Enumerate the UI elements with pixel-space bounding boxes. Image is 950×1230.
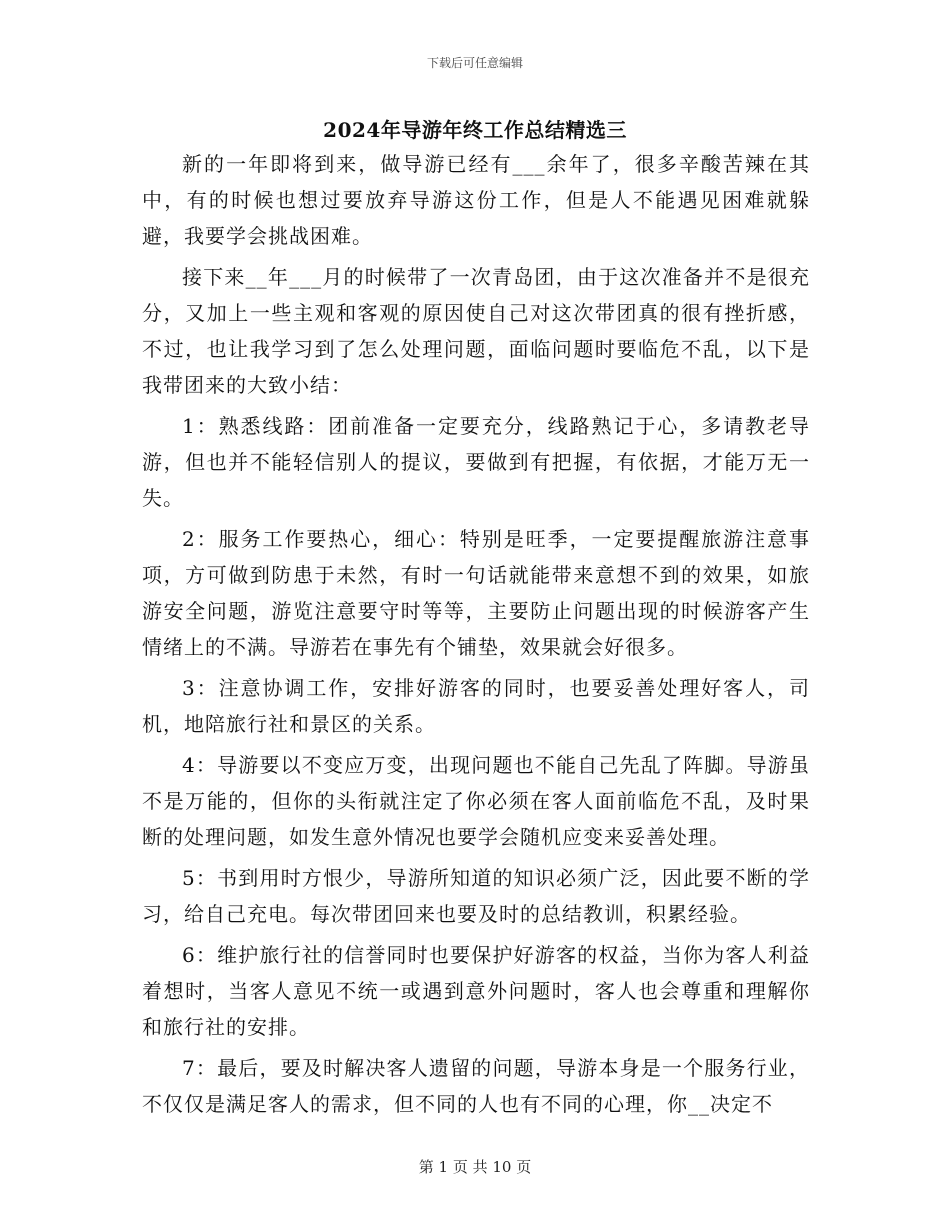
paragraph-point-2: 2：服务工作要热心，细心：特别是旺季，一定要提醒旅游注意事项，方可做到防患于未然，有时一句话就能带来意想不到的效果，如旅游安全问题，游览注意要守时等等，主要防止问题出现的时候游客产生情绪上的不满。导游若在事先有个铺垫，效果就会好很多。: [142, 527, 810, 659]
paragraph-point-3: 3：注意协调工作，安排好游客的同时，也要妥善处理好客人，司机，地陪旅行社和景区的关系。: [142, 676, 810, 736]
paragraph-point-1: 1：熟悉线路：团前准备一定要充分，线路熟记于心，多请教老导游，但也并不能轻信别人的提议，要做到有把握，有依据，才能万无一失。: [142, 414, 810, 510]
document-body: [142, 146, 810, 1127]
page-footer: 第 1 页 共 10 页: [418, 1158, 532, 1176]
paragraph-intro: 新的一年即将到来，做导游已经有___余年了，很多辛酸苦辣在其中，有的时候也想过要放弃导游这份工作，但是人不能遇见困难就躲避，我要学会挑战困难。: [142, 152, 810, 248]
paragraph-point-6: 6：维护旅行社的信誉同时也要保护好游客的权益，当你为客人利益着想时，当客人意见不统一或遇到意外问题时，客人也会尊重和理解你和旅行社的安排。: [142, 943, 810, 1039]
header-note: 下载后可任意编辑: [426, 56, 523, 70]
paragraph-point-7: 7：最后，要及时解决客人遗留的问题，导游本身是一个服务行业，不仅仅是满足客人的需求，但不同的人也有不同的心理，你__决定不: [142, 1056, 810, 1116]
paragraph-point-5: 5：书到用时方恨少，导游所知道的知识必须广泛，因此要不断的学习，给自己充电。每次带团回来也要及时的总结教训，积累经验。: [142, 866, 810, 926]
paragraph-point-4: 4：导游要以不变应万变，出现问题也不能自己先乱了阵脚。导游虽不是万能的，但你的头衔就注定了你必须在客人面前临危不乱，及时果断的处理问题，如发生意外情况也要学会随机应变来妥善处理。: [142, 753, 810, 849]
document-title: 2024年导游年终工作总结精选三: [323, 118, 627, 142]
paragraph-summary-lead: 接下来__年___月的时候带了一次青岛团，由于这次准备并不是很充分，又加上一些主观和客观的原因使自己对这次带团真的很有挫折感，不过，也让我学习到了怎么处理问题，面临问题时要临危不乱，以下是我带团来的大致小结：: [142, 265, 810, 397]
